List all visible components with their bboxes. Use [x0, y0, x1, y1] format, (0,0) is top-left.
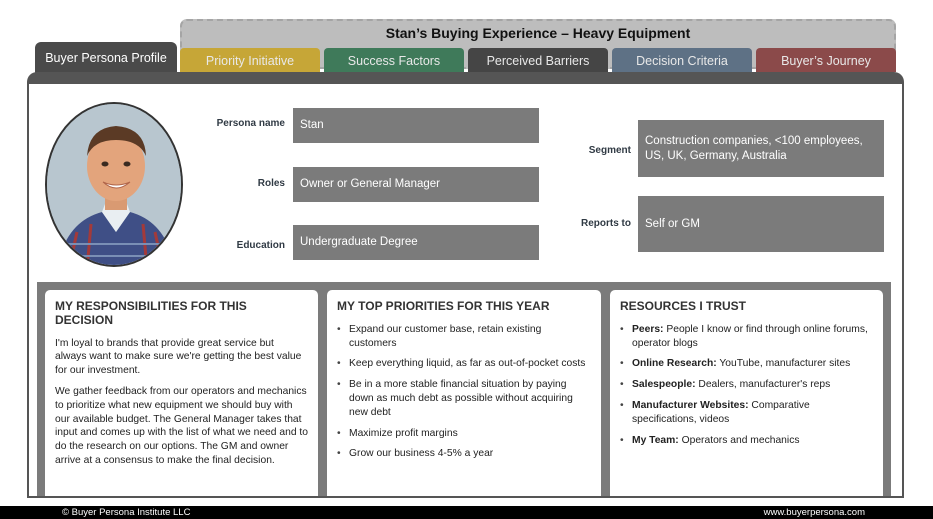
resource-term: Peers:	[632, 323, 664, 335]
list-item: • Grow our business 4-5% a year	[337, 447, 591, 461]
responsibilities-card	[45, 290, 318, 496]
education-label: Education	[236, 240, 285, 251]
footer-bar	[0, 506, 933, 519]
tab-buyers-journey[interactable]	[756, 48, 896, 72]
tab-label: Buyer’s Journey	[781, 54, 871, 68]
list-item	[620, 357, 873, 371]
tab-label: Decision Criteria	[636, 54, 728, 68]
persona-name-field: Stan	[293, 108, 539, 143]
resource-term: Salespeople:	[632, 379, 696, 391]
list-item: • Be in a more stable financial situation by paying down as much debt as possible without acquiring new debt	[337, 378, 591, 419]
resource-text: Operators and mechanics	[678, 434, 800, 446]
tab-buyer-persona-profile[interactable]: Buyer Persona Profile	[35, 42, 177, 76]
resource-term: My Team:	[632, 434, 679, 446]
tab-decision-criteria[interactable]	[612, 48, 752, 72]
list-item	[620, 434, 873, 448]
priorities-title: MY TOP PRIORITIES FOR THIS YEAR	[337, 299, 550, 313]
responsibilities-title: MY RESPONSIBILITIES FOR THIS DECISION	[55, 299, 247, 327]
resources-list	[620, 323, 873, 448]
resource-term: Online Research:	[632, 358, 717, 370]
roles-label: Roles	[257, 178, 285, 189]
responsibilities-paragraph: We gather feedback from our operators and mechanics to prioritize what new equipment we should buy with our available budget. The General Manager takes that input and comes up with the list of what we need and to do the research on our options. The GM and owner arrive at a consensus to make the final decision.	[55, 385, 309, 466]
resource-text: YouTube, manufacturer sites	[716, 358, 851, 370]
segment-label: Segment	[588, 145, 631, 156]
resource-text: People I know or find through online forums, operator blogs	[632, 323, 868, 349]
tab-label: Priority Initiative	[205, 54, 295, 68]
resources-card	[610, 290, 883, 496]
tab-label: Success Factors	[347, 54, 441, 68]
list-item	[620, 323, 873, 351]
list-item	[620, 378, 873, 392]
education-field: Undergraduate Degree	[293, 225, 539, 260]
resource-text: Comparative specifications, videos	[632, 399, 810, 425]
priorities-list	[337, 323, 591, 461]
persona-avatar-icon	[47, 104, 183, 267]
resources-title: RESOURCES I TRUST	[620, 299, 747, 313]
list-item	[620, 399, 873, 427]
website-link[interactable]: www.buyerpersona.com	[763, 507, 865, 518]
persona-name-label: Persona name	[216, 118, 285, 129]
experience-title: Stan’s Buying Experience – Heavy Equipment	[385, 25, 691, 41]
reports-to-field: Self or GM	[638, 196, 884, 252]
priorities-card	[327, 290, 601, 496]
tab-success-factors[interactable]	[324, 48, 464, 72]
reports-to-label: Reports to	[581, 218, 631, 229]
resource-term: Manufacturer Websites:	[632, 399, 749, 411]
roles-field: Owner or General Manager	[293, 167, 539, 202]
tab-priority-initiative[interactable]	[180, 48, 320, 72]
copyright-text: © Buyer Persona Institute LLC	[62, 507, 191, 518]
tab-label: Perceived Barriers	[486, 54, 590, 68]
resource-text: Dealers, manufacturer's reps	[695, 379, 831, 391]
list-item: • Maximize profit margins	[337, 427, 591, 441]
persona-photo	[45, 102, 183, 267]
segment-field: Construction companies, <100 employees, US, UK, Germany, Australia	[638, 120, 884, 177]
responsibilities-paragraph: I'm loyal to brands that provide great service but always want to make sure we're getting the best value for our investment.	[55, 337, 302, 377]
list-item: • Keep everything liquid, as far as out-of-pocket costs	[337, 357, 591, 371]
tab-perceived-barriers[interactable]	[468, 48, 608, 72]
list-item: • Expand our customer base, retain existing customers	[337, 323, 591, 351]
